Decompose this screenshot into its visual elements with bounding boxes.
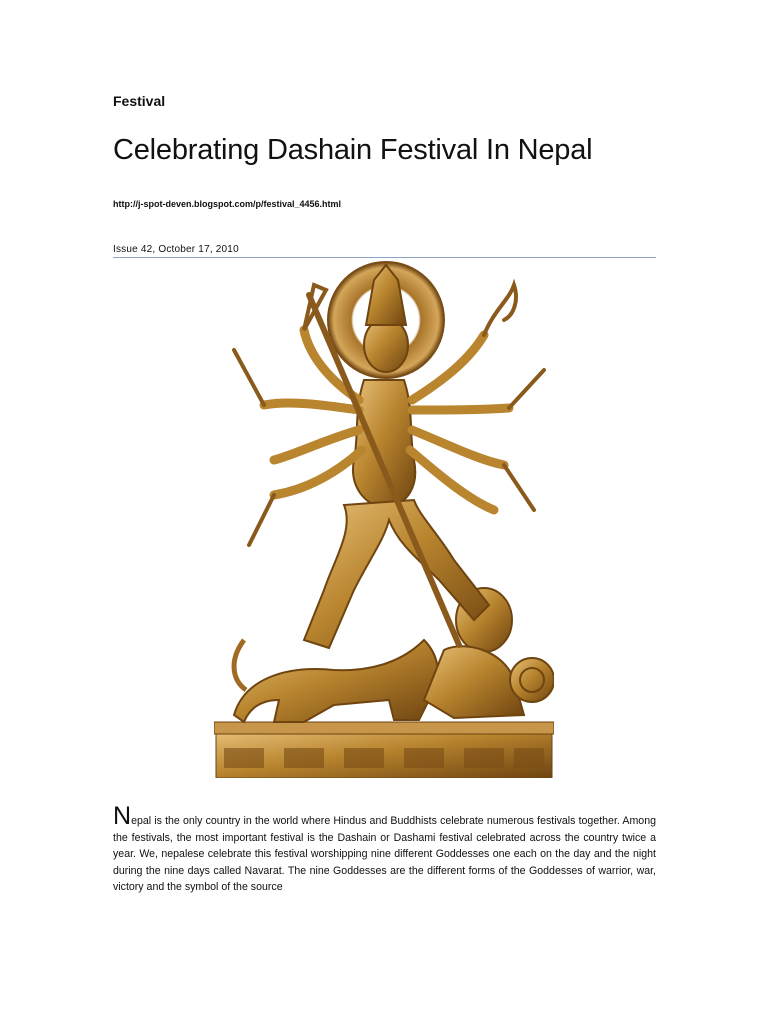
durga-statue-image — [214, 260, 554, 778]
durga-statue-icon — [214, 260, 554, 778]
dropcap-letter: N — [113, 802, 132, 830]
paragraph-text: epal is the only country in the world where Hindus and Buddhists celebrate numerous festivals together. Among the festivals, the most important festival is the Dashain or Dashami festival celebrated across the country twice a year. We, nepalese celebrate this festival worshipping nine different Goddesses one each on the day and the night during the nine days called Navarat. The nine Goddesses are the different forms of the Goddesses of warrior, war, victory and the symbol of the source — [113, 815, 656, 893]
article-paragraph — [113, 802, 656, 896]
page-title: Celebrating Dashain Festival In Nepal — [113, 134, 593, 166]
category-label: Festival — [113, 93, 166, 109]
header-divider — [113, 257, 656, 258]
source-url: http://j-spot-deven.blogspot.com/p/festival_4456.html — [113, 199, 342, 209]
issue-date-line: Issue 42, October 17, 2010 — [113, 244, 239, 255]
